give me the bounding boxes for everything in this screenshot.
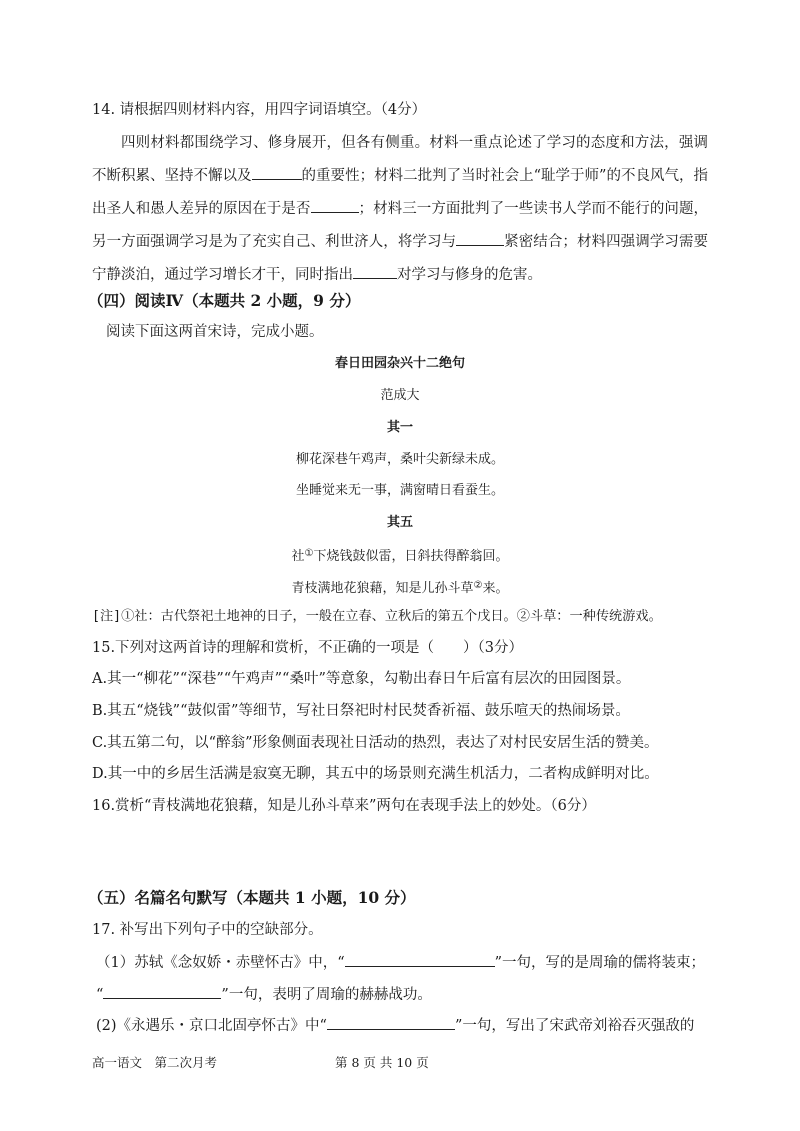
poem-author: 范成大 [380, 388, 420, 403]
q14-text-5: 对学习与修身的危害。 [397, 267, 542, 283]
poem-note: [注]①社：古代祭祀土地神的日子，一般在立春、立秋后的第五个戊日。②斗草：一种传统游戏。 [92, 609, 662, 624]
poem-text: 下烧钱鼓似雷，日斜扶得醉翁回。 [313, 549, 509, 564]
q17-item1-line2 [96, 983, 432, 1005]
q14-text-3: ；材料三一方面批判了一些读书人学而不能行的问题，另一方面强调学习是为了充实自己、利世济人，将学习与 [92, 201, 709, 250]
q17-text: （1）苏轼《念奴娇・赤壁怀古》中，“ [96, 955, 345, 971]
q17-text: “ [96, 987, 104, 1003]
poem-text: 来。 [482, 581, 509, 596]
fill-blank-q17-2[interactable] [103, 983, 221, 999]
q14-text-2: 的重要性；材料二批判了当时社会上“耻学于师”的不良风气，指出圣人和愚人差异的原因在于是否 [92, 168, 708, 217]
footnote-marker: ② [473, 580, 483, 591]
q14-text-4: 紧密结合；材料四强调学习需要宁静淡泊，通过学习增长才干，同时指出 [92, 234, 709, 283]
fill-blank-1[interactable] [252, 164, 302, 180]
poem-text: 青枝满地花狼藉，知是儿孙斗草 [291, 581, 474, 596]
q15-stem: 15.下列对这两首诗的理解和赏析，不正确的一项是（ ）（3分） [92, 640, 524, 656]
poem-part2-line1 [0, 544, 800, 567]
q14-title: 14. 请根据四则材料内容，用四字词语填空。（4分） [92, 102, 427, 118]
q17-item2-line1 [96, 1014, 694, 1036]
q15-option-b[interactable]: B.其五“烧钱”“鼓似雷”等细节，写社日祭祀时村民焚香祈福、鼓乐喧天的热闹场景。 [92, 703, 630, 719]
section-5-heading: （五）名篇名句默写（本题共 1 小题，10 分） [88, 888, 416, 907]
footer-course: 高一语文 第二次月考 [92, 1055, 218, 1070]
poem-part1-title: 其一 [386, 420, 413, 435]
q17-text: ”一句，表明了周瑜的赫赫战功。 [221, 987, 432, 1003]
q14-paragraph [92, 127, 708, 292]
section-4-heading: （四）阅读Ⅳ（本题共 2 小题，9 分） [88, 291, 361, 310]
poem-part1-line2: 坐睡觉来无一事，满窗晴日看蚕生。 [295, 483, 504, 498]
q15-option-d[interactable]: D.其一中的乡居生活满是寂寞无聊，其五中的场景则充满生机活力，二者构成鲜明对比。 [92, 766, 659, 782]
fill-blank-4[interactable] [353, 263, 397, 279]
fill-blank-2[interactable] [311, 197, 359, 213]
q17-text: ”一句，写的是周瑜的儒将装束； [494, 955, 706, 971]
poem-part2-title: 其五 [386, 515, 413, 530]
q17-item1-line1 [96, 951, 705, 973]
poem-part1-line1: 柳花深巷午鸡声，桑叶尖新绿未成。 [295, 452, 504, 467]
poem-text: 社 [291, 549, 305, 564]
fill-blank-q17-1[interactable] [345, 951, 495, 967]
fill-blank-3[interactable] [456, 230, 504, 246]
poem-part2-line2 [0, 576, 800, 599]
footer-page-number: 第 8 页 共 10 页 [335, 1055, 429, 1070]
q16-stem: 16.赏析“青枝满地花狼藉，知是儿孙斗草来”两句在表现手法上的妙处。（6分） [92, 798, 596, 814]
q17-text: ”一句，写出了宋武帝刘裕吞灭强敌的 [454, 1018, 695, 1034]
q15-option-c[interactable]: C.其五第二句，以“醉翁”形象侧面表现社日活动的热烈，表达了对村民安居生活的赞美。 [92, 735, 659, 751]
q15-option-a[interactable]: A.其一“柳花”“深巷”“午鸡声”“桑叶”等意象，勾勒出春日午后富有层次的田园图景。 [92, 671, 631, 687]
poem-title: 春日田园杂兴十二绝句 [334, 356, 465, 371]
q14-text-1: 四则材料都围绕学习、修身展开，但各有侧重。材料一重点论述了学习的态度和方法，强调不断积累、坚持不懈以及 [92, 135, 708, 184]
q17-text: (2)《永遇乐・京口北固亭怀古》中“ [96, 1018, 327, 1034]
fill-blank-q17-3[interactable] [327, 1014, 455, 1030]
q17-title: 17. 补写出下列句子中的空缺部分。 [92, 922, 323, 938]
footnote-marker: ① [304, 548, 314, 559]
section-4-intro: 阅读下面这两首宋诗，完成小题。 [106, 324, 324, 340]
